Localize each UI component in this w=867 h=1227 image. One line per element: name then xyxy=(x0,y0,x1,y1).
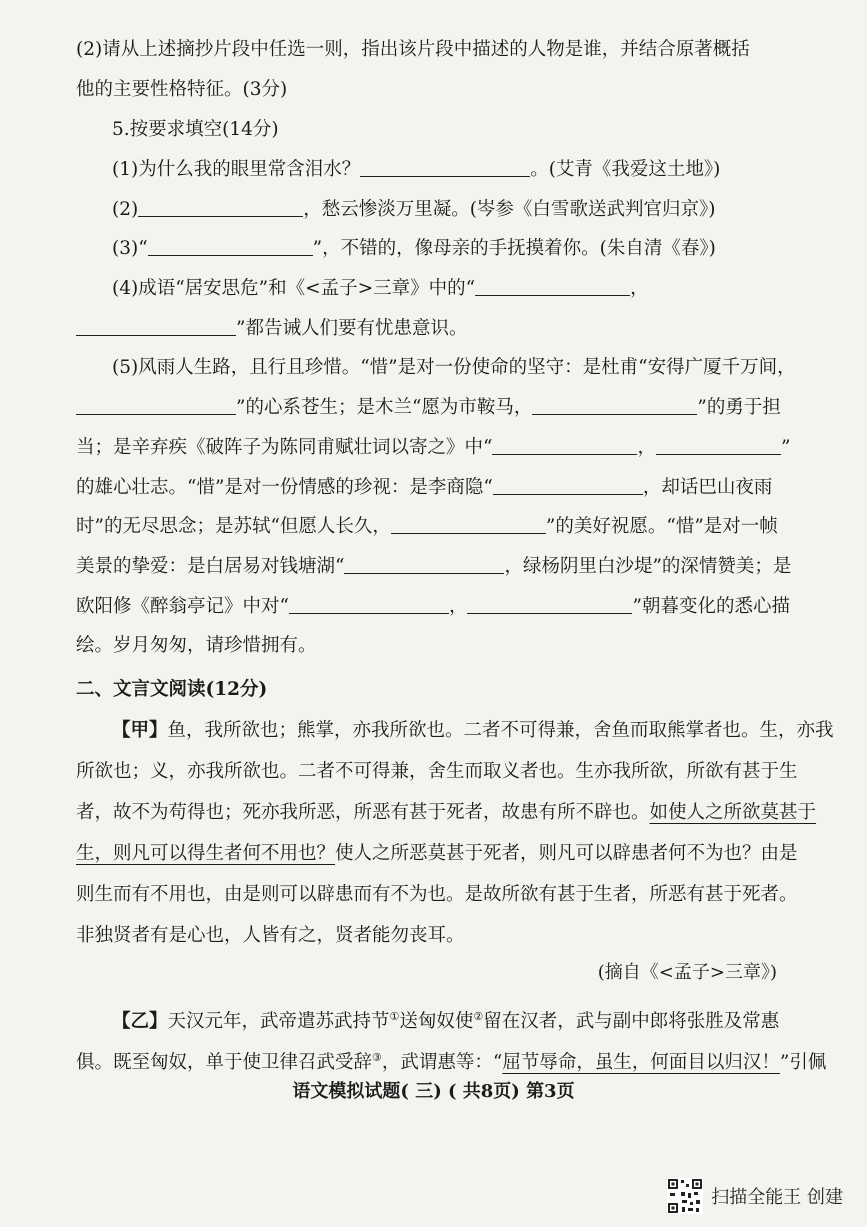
q5-item3: (3)“ ”，不错的，像母亲的手抚摸着你。(朱自清《春》) xyxy=(112,235,832,262)
answer-blank[interactable] xyxy=(138,196,303,217)
q4-2-line2: 他的主要性格特征。(3分) xyxy=(76,79,288,100)
q5-item4: (4)成语“居安思危”和《<孟子>三章》中的“ ， xyxy=(112,275,832,302)
q5-item5-l1: (5)风雨人生路，且行且珍惜。“惜”是对一份使命的坚守：是杜甫“安得广厦千万间， xyxy=(112,357,796,378)
underlined-sentence: 如使人之所欲莫甚于 xyxy=(649,802,817,823)
jia-tag: 【甲】 xyxy=(112,720,168,741)
q5-title: 5.按要求填空(14分) xyxy=(112,119,279,140)
scanner-text: 扫描全能王 创建 xyxy=(711,1187,843,1208)
q5-item5-l5: 时”的无尽思念；是苏轼“但愿人长久， ”的美好祝愿。“惜”是对一帧 xyxy=(76,513,796,540)
page-footer: 语文模拟试题( 三) ( 共8页) 第3页 xyxy=(292,1081,575,1102)
q5-item5-l8: 绘。岁月匆匆，请珍惜拥有。 xyxy=(76,635,317,656)
q5-item5-l3: 当；是辛弃疾《破阵子为陈同甫赋壮词以寄之》中“ ， ” xyxy=(76,434,796,461)
answer-blank[interactable] xyxy=(391,513,546,534)
answer-blank[interactable] xyxy=(360,156,530,177)
yi-l1: 【乙】天汉元年，武帝遣苏武持节①送匈奴使②留在汉者，武与副中郎将张胜及常惠 xyxy=(112,1010,780,1033)
q5-item5-l4: 的雄心壮志。“惜”是对一份情感的珍视：是李商隐“ ，却话巴山夜雨 xyxy=(76,474,796,501)
answer-blank[interactable] xyxy=(76,394,236,415)
answer-blank[interactable] xyxy=(492,434,637,455)
q5-item5-l6: 美景的挚爱：是白居易对钱塘湖“ ，绿杨阴里白沙堤”的深情赞美；是 xyxy=(76,553,796,580)
answer-blank[interactable] xyxy=(289,593,449,614)
underlined-sentence: 屈节辱命，虽生，何面目以归汉！ xyxy=(502,1052,780,1074)
answer-blank[interactable] xyxy=(148,235,313,256)
yi-l2: 俱。既至匈奴，单于使卫律召武受辞③，武谓惠等：“屈节辱命，虽生，何面目以归汉！”引佩 xyxy=(76,1051,827,1074)
q5-item2: (2) ，愁云惨淡万里凝。(岑参《白雪歌送武判官归京》) xyxy=(112,196,832,223)
q5-item5-l7: 欧阳修《醉翁亭记》中对“ ， ”朝暮变化的悉心描 xyxy=(76,593,796,620)
jia-l2: 所欲也；义，亦我所欲也。二者不可得兼，舍生而取义者也。生亦我所欲，所欲有甚于生 xyxy=(76,761,798,782)
q4-2-line1: (2)请从上述摘抄片段中任选一则，指出该片段中描述的人物是谁，并结合原著概括 xyxy=(76,39,750,60)
q5-item1: (1)为什么我的眼里常含泪水？ 。(艾青《我爱这土地》) xyxy=(112,156,832,183)
answer-blank[interactable] xyxy=(344,553,504,574)
jia-l1: 【甲】鱼，我所欲也；熊掌，亦我所欲也。二者不可得兼，舍鱼而取熊掌者也。生，亦我 xyxy=(112,720,834,741)
underlined-sentence: 生，则凡可以得生者何不用也？ xyxy=(76,843,336,864)
yi-tag: 【乙】 xyxy=(112,1011,168,1033)
answer-blank[interactable] xyxy=(656,434,781,455)
jia-l4: 生，则凡可以得生者何不用也？使人之所恶莫甚于死者，则凡可以辟患者何不为也？由是 xyxy=(76,843,798,864)
answer-blank[interactable] xyxy=(467,593,632,614)
jia-l3: 者，故不为苟得也；死亦我所恶，所恶有甚于死者，故患有所不辟也。如使人之所欲莫甚于 xyxy=(76,802,817,823)
answer-blank[interactable] xyxy=(493,474,643,495)
section2-title: 二、文言文阅读(12分) xyxy=(76,679,268,700)
q5-item4-line2: ”都告诫人们要有忧患意识。 xyxy=(76,315,796,342)
jia-source: (摘自《<孟子>三章》) xyxy=(597,962,777,983)
answer-blank[interactable] xyxy=(76,315,236,336)
answer-blank[interactable] xyxy=(532,394,697,415)
jia-l6: 非独贤者有是心也，人皆有之，贤者能勿丧耳。 xyxy=(76,925,465,946)
jia-l5: 则生而有不用也，由是则可以辟患而有不为也。是故所欲有甚于生者，所恶有甚于死者。 xyxy=(76,884,798,905)
scanner-watermark xyxy=(667,1178,843,1214)
answer-blank[interactable] xyxy=(475,275,630,296)
q5-item5-l2: ”的心系苍生；是木兰“愿为市鞍马， ”的勇于担 xyxy=(76,394,796,421)
qr-code-icon xyxy=(667,1178,703,1214)
